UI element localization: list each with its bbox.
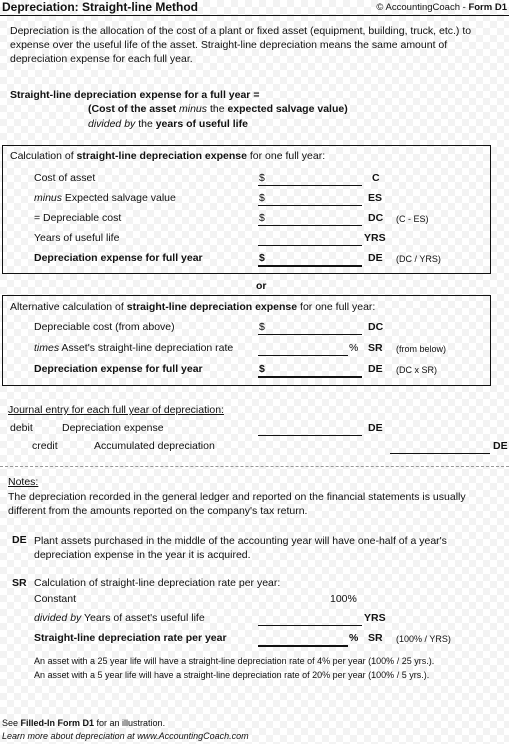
formula-minus: minus xyxy=(179,103,208,115)
brand-line xyxy=(376,2,507,13)
brand-text: © AccountingCoach - xyxy=(376,2,469,13)
see-prefix: See xyxy=(2,718,21,728)
credit-entry-line[interactable] xyxy=(390,453,490,454)
formula-paren: ) xyxy=(344,103,348,115)
box2-heading-a: Alternative calculation of xyxy=(10,301,127,313)
journal-heading: Journal entry for each full year of depreciation: xyxy=(8,404,224,416)
formula-divided: divided by xyxy=(88,118,136,130)
or-separator: or xyxy=(256,280,267,292)
box1-row-depcost-label: = Depreciable cost xyxy=(34,212,122,224)
formula-line-3 xyxy=(88,118,248,130)
cost-entry-line[interactable] xyxy=(258,185,362,186)
rate-entry-line[interactable] xyxy=(258,645,348,647)
journal-debit-code: DE xyxy=(368,422,383,434)
journal-credit-account: Accumulated depreciation xyxy=(94,440,215,452)
notes-heading: Notes: xyxy=(8,476,39,488)
divided-code: YRS xyxy=(364,612,386,624)
box1-row-depcost-note: (C - ES) xyxy=(396,214,429,224)
formula-cost: (Cost of the asset xyxy=(88,103,180,115)
useful-life-entry-line[interactable] xyxy=(258,625,362,626)
formula-years: years of useful life xyxy=(155,118,248,130)
divided-row-label xyxy=(34,612,205,624)
rate-note: (100% / YRS) xyxy=(396,634,451,644)
box1-row-cost-code: C xyxy=(372,172,380,184)
see-filled-form-link[interactable] xyxy=(2,718,165,728)
salvage-text: Expected salvage value xyxy=(62,192,176,204)
box1-row-years-code: YRS xyxy=(364,232,386,244)
box2-row-expense-note: (DC x SR) xyxy=(396,365,437,375)
note-de-text: Plant assets purchased in the middle of the accounting year will have one-half of a year's depreciation expense in the year it is acquired. xyxy=(34,535,447,561)
box2-row-depcost-dollar: $ xyxy=(259,321,265,333)
box1-row-years-label: Years of useful life xyxy=(34,232,120,244)
note-sr-code: SR xyxy=(12,577,27,589)
box1-row-salvage-label xyxy=(34,192,176,204)
box2-row-rate-pct: % xyxy=(349,342,359,354)
box1-row-expense-label: Depreciation expense for full year xyxy=(34,252,203,264)
box1-row-expense-code: DE xyxy=(368,252,383,264)
expense-entry-line[interactable] xyxy=(258,265,362,267)
box2-row-depcost-code: DC xyxy=(368,321,384,333)
box2-row-rate-label xyxy=(34,342,233,354)
box1-heading-a: Calculation of xyxy=(10,150,77,162)
salvage-entry-line[interactable] xyxy=(258,205,362,206)
box2-row-depcost-label: Depreciable cost (from above) xyxy=(34,321,175,333)
section-divider xyxy=(0,466,509,467)
example-25-year: An asset with a 25 year life will have a straight-line depreciation rate of 4% per year (100% / 25 yrs.). xyxy=(34,656,435,666)
see-suffix: for an illustration. xyxy=(94,718,166,728)
rate-code: SR xyxy=(368,632,383,644)
box2-heading xyxy=(10,301,375,313)
times-prefix: times xyxy=(34,342,60,354)
box2-row-rate-note: (from below) xyxy=(396,344,447,354)
box1-row-salvage-dollar: $ xyxy=(259,192,265,204)
journal-debit-label: debit xyxy=(10,422,33,434)
box2-row-expense-dollar: $ xyxy=(259,363,265,375)
filled-form-name: Filled-In Form D1 xyxy=(20,718,95,728)
box1-row-depcost-code: DC xyxy=(368,212,384,224)
box2-heading-b: straight-line depreciation expense xyxy=(126,301,298,313)
box1-row-expense-note: (DC / YRS) xyxy=(396,254,441,264)
rate-row-label: Straight-line depreciation rate per year xyxy=(34,632,227,644)
divided-prefix: divided by xyxy=(34,612,82,624)
journal-debit-account: Depreciation expense xyxy=(62,422,164,434)
form-id: Form D1 xyxy=(468,2,507,13)
formula-line-2 xyxy=(88,103,348,115)
formula-the-2: the xyxy=(135,118,156,130)
divided-text: Years of asset's useful life xyxy=(81,612,205,624)
box2-row-rate-code: SR xyxy=(368,342,383,354)
rate-text: Asset's straight-line depreciation rate xyxy=(59,342,234,354)
formula-line-1: Straight-line depreciation expense for a full year = xyxy=(10,89,260,101)
note-sr-heading: Calculation of straight-line depreciation rate per year: xyxy=(34,577,281,589)
box1-row-depcost-dollar: $ xyxy=(259,212,265,224)
alt-expense-entry-line[interactable] xyxy=(258,376,362,378)
formula-salvage: expected salvage value xyxy=(227,103,345,115)
years-entry-line[interactable] xyxy=(258,245,362,246)
box1-heading xyxy=(10,150,325,162)
header-rule xyxy=(0,15,509,16)
intro-paragraph: Depreciation is the allocation of the cost of a plant or fixed asset (equipment, building, truck, etc.) to expense over the useful life of the asset. Straight-line depreciation means the same amount of depreciation expense for each full year. xyxy=(10,25,472,65)
constant-label: Constant xyxy=(34,593,77,605)
journal-credit-code: DE xyxy=(493,440,508,452)
page-title: Depreciation: Straight-line Method xyxy=(2,0,199,14)
note-de-code: DE xyxy=(12,534,27,546)
example-5-year: An asset with a 5 year life will have a straight-line depreciation rate of 20% per year (100% / 5 yrs.). xyxy=(34,670,430,680)
rate-pct: % xyxy=(349,632,359,644)
learn-more-link[interactable]: Learn more about depreciation at www.AccountingCoach.com xyxy=(2,731,249,741)
journal-credit-label: credit xyxy=(32,440,58,452)
alt-rate-entry-line[interactable] xyxy=(258,355,348,356)
depcost-entry-line[interactable] xyxy=(258,225,362,226)
box1-heading-c: for one full year: xyxy=(246,150,326,162)
box1-row-expense-dollar: $ xyxy=(259,252,265,264)
box1-row-cost-label: Cost of asset xyxy=(34,172,96,184)
box1-row-cost-dollar: $ xyxy=(259,172,265,184)
debit-entry-line[interactable] xyxy=(258,435,362,436)
alt-depcost-entry-line[interactable] xyxy=(258,334,362,335)
box1-heading-b: straight-line depreciation expense xyxy=(76,150,247,162)
box2-row-expense-label: Depreciation expense for full year xyxy=(34,363,203,375)
notes-paragraph: The depreciation recorded in the general ledger and reported on the financial statements is usually different from the amounts reported on the company's tax return. xyxy=(8,491,466,517)
formula-the: the xyxy=(207,103,228,115)
constant-value: 100% xyxy=(330,593,357,605)
box2-row-expense-code: DE xyxy=(368,363,383,375)
minus-prefix: minus xyxy=(34,192,63,204)
box2-heading-c: for one full year: xyxy=(297,301,376,313)
box1-row-salvage-code: ES xyxy=(368,192,383,204)
